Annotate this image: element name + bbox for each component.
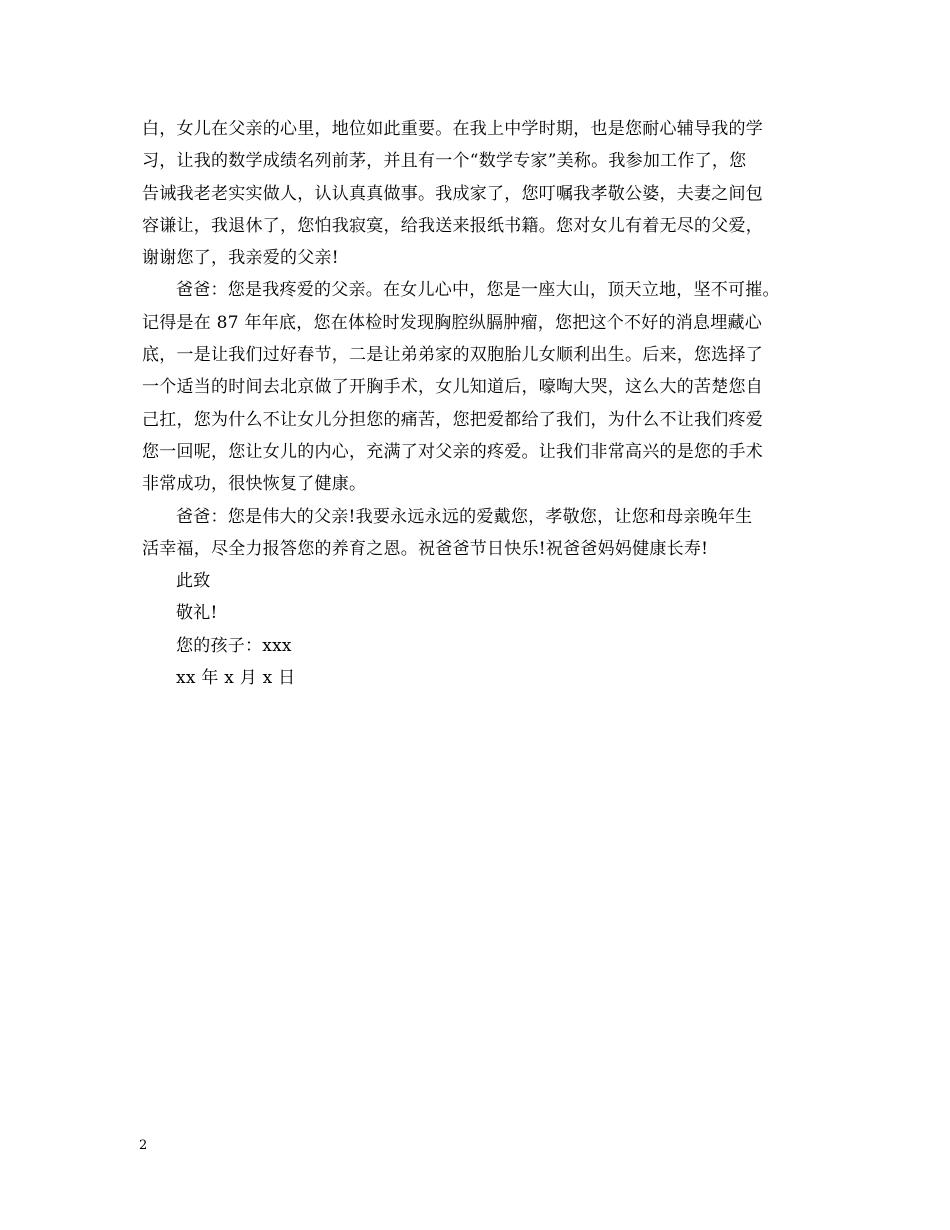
text-line-12: 非常成功，很快恢复了健康。 <box>142 474 367 495</box>
text-line-11: 您一回呢，您让女儿的内心，充满了对父亲的疼爱。让我们非常高兴的是您的手术 <box>142 441 763 462</box>
text-line-10: 己扛，您为什么不让女儿分担您的痛苦，您把爱都给了我们，为什么不让我们疼爱 <box>142 409 763 430</box>
page-number: 2 <box>139 1138 148 1153</box>
text-line-2: 习，让我的数学成绩名列前茅，并且有一个“数学专家”美称。我参加工作了，您 <box>142 151 747 172</box>
text-line-8: 底，一是让我们过好春节，二是让弟弟家的双胞胎儿女顺利出生。后来，您选择了 <box>142 345 763 366</box>
signature: 您的孩子：xxx <box>176 635 292 656</box>
text-line-14: 活幸福，尽全力报答您的养育之恩。祝爸爸节日快乐!祝爸爸妈妈健康长寿! <box>142 538 709 559</box>
date-line: xx 年 x 月 x 日 <box>176 668 296 689</box>
text-line-5: 谢谢您了，我亲爱的父亲! <box>142 248 339 269</box>
letter-body <box>142 113 822 694</box>
text-line-7: 记得是在 87 年年底，您在体检时发现胸腔纵膈肿瘤，您把这个不好的消息埋藏心 <box>142 312 762 333</box>
paragraph-2-first-line: 爸爸：您是我疼爱的父亲。在女儿心中，您是一座大山，顶天立地，坚不可摧。 <box>176 280 780 301</box>
text-line-3: 告诫我老老实实做人，认认真真做事。我成家了，您叮嘱我孝敬公婆，夫妻之间包 <box>142 183 763 204</box>
text-line-4: 容谦让，我退休了，您怕我寂寞，给我送来报纸书籍。您对女儿有着无尽的父爱， <box>142 215 763 236</box>
closing-salutation: 敬礼! <box>176 603 218 624</box>
text-line-9: 一个适当的时间去北京做了开胸手术，女儿知道后，嚎啕大哭，这么大的苦楚您自 <box>142 377 763 398</box>
text-line-1: 白，女儿在父亲的心里，地位如此重要。在我上中学时期，也是您耐心辅导我的学 <box>142 119 763 139</box>
closing-greeting: 此致 <box>176 571 211 592</box>
paragraph-3-first-line: 爸爸：您是伟大的父亲!我要永远永远的爱戴您，孝敬您，让您和母亲晚年生 <box>176 506 753 527</box>
